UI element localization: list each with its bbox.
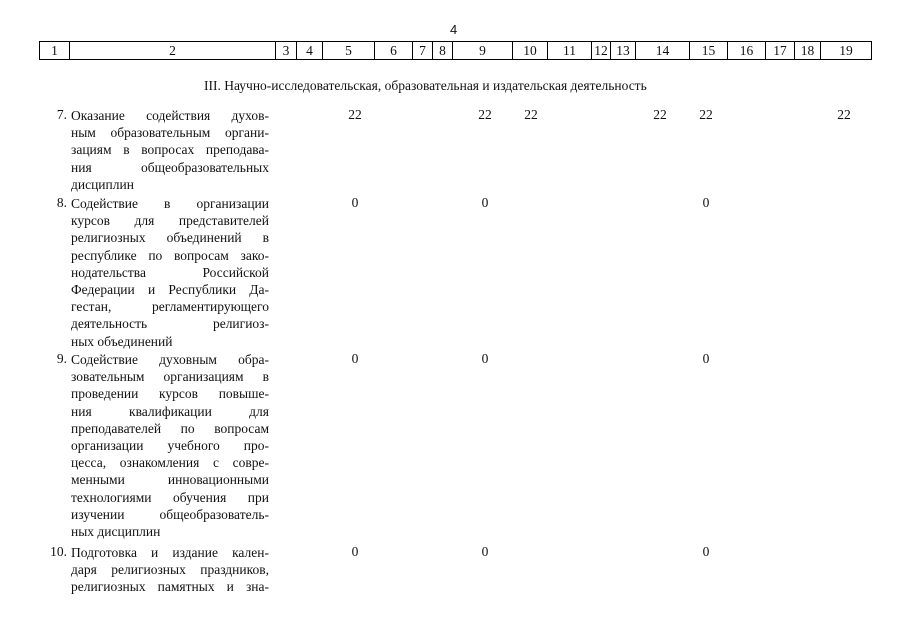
description-line: дисциплин <box>71 176 134 192</box>
description-line: республике по вопросам зако- <box>71 247 269 263</box>
value-col-15: 22 <box>699 107 713 122</box>
description-line: ным образовательным органи- <box>71 125 269 141</box>
description-line: Подготовка и издание кален- <box>71 545 269 560</box>
header-col-16: 16 <box>728 42 766 59</box>
value-col-9: 0 <box>481 195 489 210</box>
description-line: курсов для представителей <box>71 213 269 229</box>
row-description <box>71 195 269 350</box>
value-col-5: 0 <box>351 544 359 559</box>
column-number-header <box>39 41 872 60</box>
description-line: деятельность религиоз- <box>71 316 269 332</box>
value-col-9: 22 <box>478 107 492 122</box>
row-number: 7. <box>56 107 67 122</box>
description-line: Содействие в организации <box>71 196 269 211</box>
value-col-5: 0 <box>351 195 359 210</box>
row-number: 8. <box>56 195 67 210</box>
row-number: 10. <box>50 544 67 559</box>
value-col-14: 22 <box>653 107 667 122</box>
description-line: изучении общеобразователь- <box>71 506 269 522</box>
header-col-17: 17 <box>766 42 795 59</box>
description-line: гестан, регламентирующего <box>71 299 269 315</box>
description-line: зациям в вопросах преподава- <box>71 142 269 158</box>
description-line: ных дисциплин <box>71 524 161 540</box>
header-col-12: 12 <box>592 42 611 59</box>
description-line: менными инновационными <box>71 472 269 488</box>
header-col-3: 3 <box>276 42 297 59</box>
description-line: нодательства Российской <box>71 264 269 280</box>
value-col-15: 0 <box>702 195 710 210</box>
description-line: религиозных памятных и зна- <box>71 579 269 595</box>
section-title: III. Научно-исследовательская, образовательная и издательская деятельность <box>204 78 647 93</box>
value-col-15: 0 <box>702 544 710 559</box>
row-description <box>71 544 269 596</box>
header-col-19: 19 <box>821 42 872 59</box>
header-col-6: 6 <box>375 42 413 59</box>
header-col-13: 13 <box>611 42 636 59</box>
description-line: Содействие духовным обра- <box>71 352 269 367</box>
header-col-9: 9 <box>453 42 513 59</box>
description-line: технологиями обучения при <box>71 489 269 505</box>
description-line: организации учебного про- <box>71 438 269 454</box>
header-col-15: 15 <box>690 42 728 59</box>
header-col-7: 7 <box>413 42 433 59</box>
header-col-14: 14 <box>636 42 690 59</box>
value-col-19: 22 <box>837 107 851 122</box>
row-description <box>71 351 269 540</box>
value-col-15: 0 <box>702 351 710 366</box>
header-col-4: 4 <box>297 42 323 59</box>
value-col-5: 0 <box>351 351 359 366</box>
value-col-10: 22 <box>524 107 538 122</box>
description-line: проведении курсов повыше- <box>71 386 269 402</box>
row-number: 9. <box>56 351 67 366</box>
header-col-8: 8 <box>433 42 453 59</box>
description-line: преподавателей по вопросам <box>71 420 269 436</box>
header-col-1: 1 <box>40 42 70 59</box>
value-col-9: 0 <box>481 351 489 366</box>
description-line: религиозных объединений в <box>71 230 269 246</box>
page-number: 4 <box>450 22 458 37</box>
value-col-9: 0 <box>481 544 489 559</box>
description-line: Оказание содействия духов- <box>71 108 269 123</box>
header-col-2: 2 <box>70 42 276 59</box>
description-line: ных объединений <box>71 333 173 349</box>
description-line: Федерации и Республики Да- <box>71 282 269 298</box>
value-col-5: 22 <box>348 107 362 122</box>
header-col-5: 5 <box>323 42 375 59</box>
header-col-10: 10 <box>513 42 548 59</box>
header-col-11: 11 <box>548 42 592 59</box>
description-line: ния квалификации для <box>71 403 269 419</box>
description-line: ния общеобразовательных <box>71 159 269 175</box>
description-line: цесса, ознакомления с совре- <box>71 455 269 471</box>
header-col-18: 18 <box>795 42 821 59</box>
row-description <box>71 107 269 193</box>
description-line: даря религиозных праздников, <box>71 562 269 578</box>
description-line: зовательным организациям в <box>71 369 269 385</box>
